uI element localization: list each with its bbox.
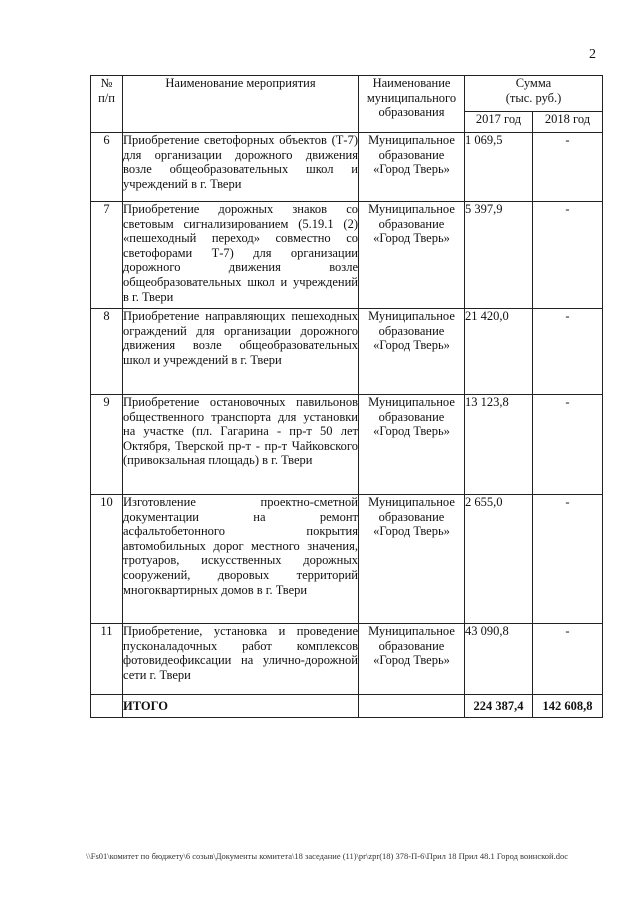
row-sum-2018: - [533, 395, 603, 495]
total-sum-2017: 224 387,4 [465, 695, 533, 718]
header-year-2018: 2018 год [533, 112, 603, 133]
header-measure-name: Наименование мероприятия [123, 76, 359, 133]
row-municipality: Муниципальное образование «Город Тверь» [359, 624, 465, 695]
row-sum-2017: 13 123,8 [465, 395, 533, 495]
row-sum-2017: 43 090,8 [465, 624, 533, 695]
total-label: ИТОГО [123, 695, 359, 718]
row-number: 8 [91, 309, 123, 395]
row-sum-2018: - [533, 309, 603, 395]
page-number: 2 [589, 47, 596, 62]
row-sum-2018: - [533, 133, 603, 202]
row-measure-name: Приобретение светофорных объектов (Т-7) для организации дорожного движения возле общеобразовательных школ и учреждений в г. Твери [123, 133, 359, 202]
row-sum-2018: - [533, 202, 603, 309]
row-sum-2017: 21 420,0 [465, 309, 533, 395]
header-sum: Сумма (тыс. руб.) [465, 76, 603, 112]
table-row [91, 395, 603, 495]
total-sum-2018: 142 608,8 [533, 695, 603, 718]
row-sum-2017: 2 655,0 [465, 495, 533, 624]
row-municipality: Муниципальное образование «Город Тверь» [359, 202, 465, 309]
row-measure-name: Изготовление проектно-сметной документации на ремонт асфальтобетонного покрытия автомобильных дорог местного значения, тротуаров, искусственных дорожных сооружений, дворовых территорий многоквартирных домов в г. Твери [123, 495, 359, 624]
table-header-row [91, 76, 603, 112]
row-sum-2018: - [533, 624, 603, 695]
row-sum-2018: - [533, 495, 603, 624]
row-number: 6 [91, 133, 123, 202]
row-number: 9 [91, 395, 123, 495]
table-row [91, 202, 603, 309]
table-row [91, 495, 603, 624]
row-measure-name: Приобретение дорожных знаков со световым сигнализированием (5.19.1 (2) «пешеходный переход» совместно со светофорами Т-7) для организации дорожного движения возле общеобразовательных школ и учреждений в г. Твери [123, 202, 359, 309]
header-municipality: Наименование муниципального образования [359, 76, 465, 133]
row-municipality: Муниципальное образование «Город Тверь» [359, 395, 465, 495]
footer-file-path: \\Fs01\комитет по бюджету\6 созыв\Документы комитета\18 заседание (11)\pr\zpr(18) 378-П-6\Прил 18 Прил 48.1 Город воинской.doc [86, 851, 569, 861]
row-sum-2017: 1 069,5 [465, 133, 533, 202]
row-number: 11 [91, 624, 123, 695]
row-number: 7 [91, 202, 123, 309]
total-number-cell [91, 695, 123, 718]
row-number: 10 [91, 495, 123, 624]
total-municipality-cell [359, 695, 465, 718]
row-municipality: Муниципальное образование «Город Тверь» [359, 133, 465, 202]
header-number: № п/п [91, 76, 123, 133]
row-measure-name: Приобретение остановочных павильонов общественного транспорта для установки на участке (пл. Гагарина - пр-т 50 лет Октября, Тверской пр-т - пр-т Чайковского (привокзальная площадь) в г. Твери [123, 395, 359, 495]
row-municipality: Муниципальное образование «Город Тверь» [359, 309, 465, 395]
table-row [91, 624, 603, 695]
row-sum-2017: 5 397,9 [465, 202, 533, 309]
row-measure-name: Приобретение, установка и проведение пусконаладочных работ комплексов фотовидеофиксации на улично-дорожной сети г. Твери [123, 624, 359, 695]
total-row [91, 695, 603, 718]
table-row [91, 133, 603, 202]
row-measure-name: Приобретение направляющих пешеходных ограждений для организации дорожного движения возле общеобразовательных школ и учреждений в г. Твери [123, 309, 359, 395]
measures-table [90, 75, 603, 718]
header-year-2017: 2017 год [465, 112, 533, 133]
row-municipality: Муниципальное образование «Город Тверь» [359, 495, 465, 624]
table-row [91, 309, 603, 395]
